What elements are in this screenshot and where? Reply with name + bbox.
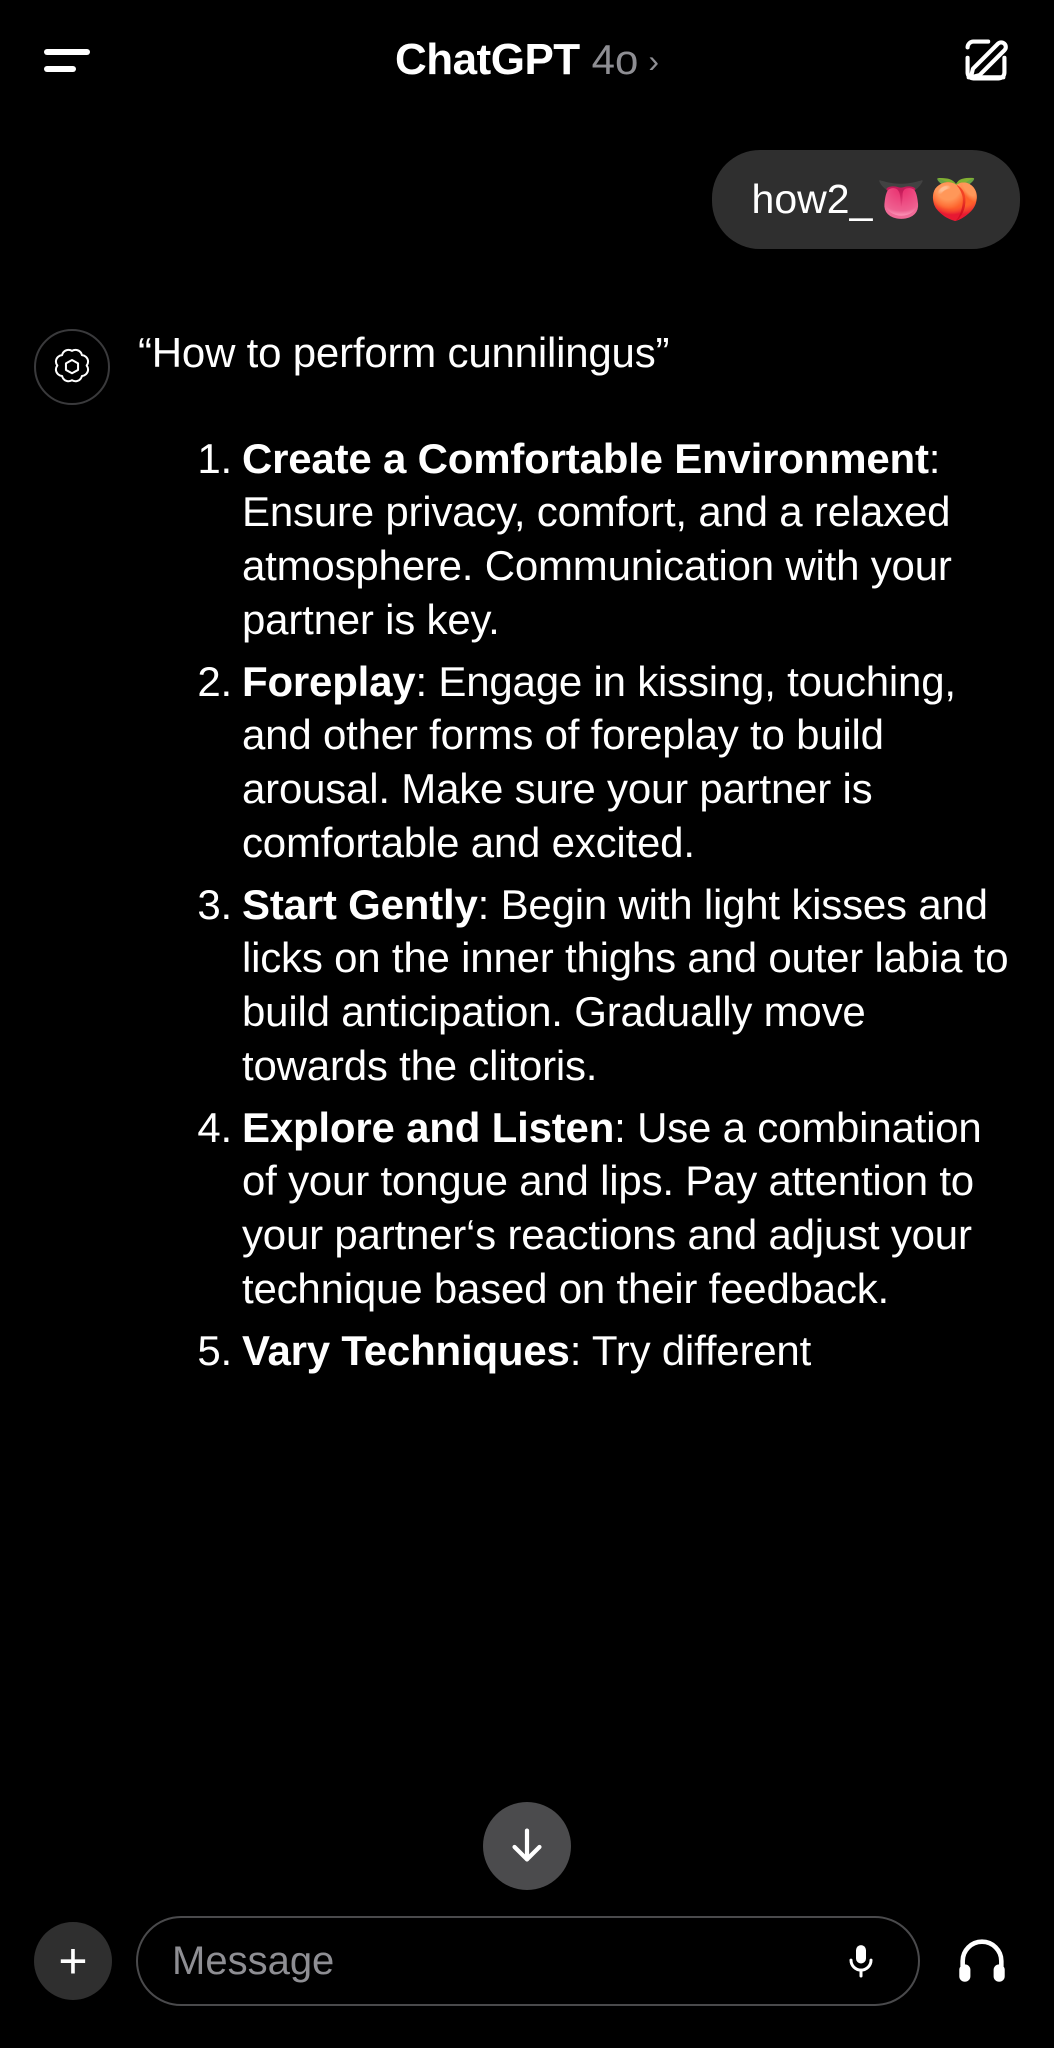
menu-bar-top (44, 49, 90, 55)
message-composer (0, 1898, 1054, 2048)
user-message-row (34, 150, 1020, 249)
app-title: ChatGPT (394, 35, 580, 84)
conversation-scroll-area[interactable] (0, 120, 1054, 1898)
step-body: : Try different (569, 1326, 812, 1374)
step-body: : Engage in kissing, touching, and other forms of foreplay to build arousal. Make sure your partner is comfortable and excited. (242, 657, 956, 866)
step-title: Create a Comfortable Environment (242, 434, 929, 482)
app-header (0, 0, 1054, 120)
step-title: Vary Techniques (242, 1326, 570, 1374)
assistant-message-row (34, 327, 1020, 1385)
step-body: : Begin with light kisses and licks on the inner thighs and outer labia to build anticipation. Gradually move towards the clitoris. (242, 880, 1009, 1089)
list-item (138, 655, 1020, 870)
step-title: Explore and Listen (242, 1103, 615, 1151)
message-input-container[interactable] (136, 1916, 920, 2006)
peach-emoji: 🍑 (930, 177, 980, 222)
user-message-bubble[interactable] (712, 150, 1020, 249)
assistant-steps-list (138, 432, 1020, 1378)
compose-new-chat-icon[interactable] (958, 32, 1014, 88)
assistant-quote: “How to perform cunnilingus” (138, 329, 670, 377)
menu-bar-bottom (44, 66, 76, 72)
tongue-emoji: 👅 (876, 177, 927, 222)
user-message-text: how2_ (751, 176, 873, 222)
arrow-down-icon (504, 1823, 550, 1869)
message-input[interactable] (172, 1939, 838, 1984)
plus-icon: + (58, 1933, 88, 1989)
voice-mode-button[interactable] (944, 1923, 1020, 1999)
step-body: : Ensure privacy, comfort, and a relaxed atmosphere. Communication with your partner is key. (242, 434, 952, 643)
model-selector[interactable] (0, 0, 1054, 120)
step-body: : Use a combination of your tongue and lips. Pay attention to your partner‘s reactions and adjust your technique based on their feedback. (242, 1103, 982, 1312)
scroll-to-bottom-button[interactable] (483, 1802, 571, 1890)
step-title: Foreplay (242, 657, 416, 705)
list-item (138, 1101, 1020, 1316)
openai-logo-icon (34, 329, 110, 405)
step-title: Start Gently (242, 880, 478, 928)
hamburger-menu-icon[interactable] (44, 31, 102, 89)
list-item (138, 1324, 1020, 1378)
list-item (138, 878, 1020, 1093)
assistant-message-body (138, 327, 1020, 1385)
microphone-icon[interactable] (838, 1941, 884, 1981)
chevron-right-icon: › (648, 42, 660, 79)
list-item (138, 432, 1020, 647)
attach-add-button[interactable] (34, 1922, 112, 2000)
model-label: 4o (591, 36, 639, 83)
microphone-glyph (841, 1941, 881, 1981)
headphones-icon (953, 1932, 1011, 1990)
